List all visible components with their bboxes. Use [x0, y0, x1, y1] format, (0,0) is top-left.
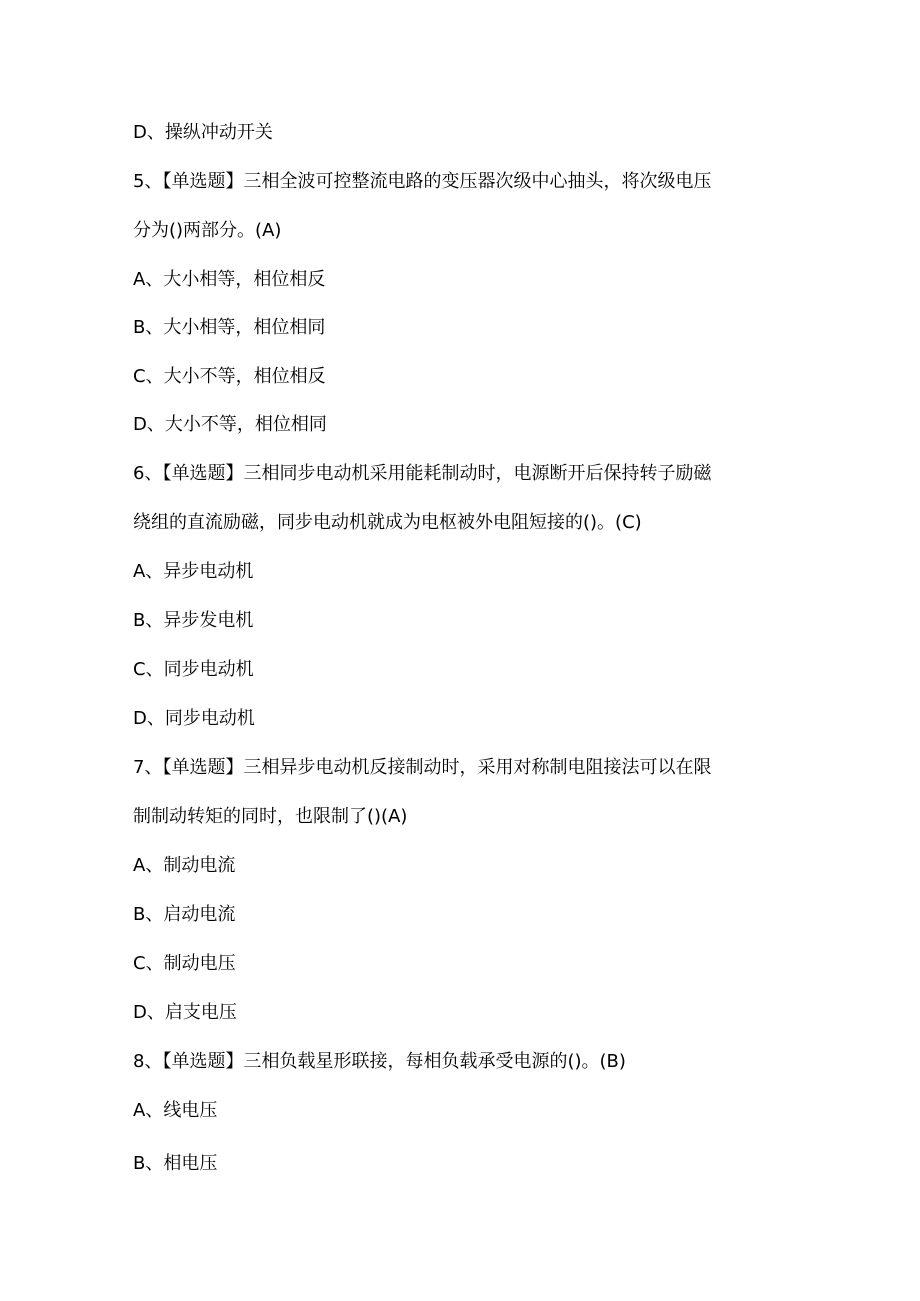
- option-a-q8: A、线电压: [133, 1100, 218, 1121]
- question-5-stem-line1: 5、【单选题】三相全波可控整流电路的变压器次级中心抽头，将次级电压: [133, 171, 712, 192]
- question-5-stem-line2: 分为()两部分。(A): [133, 220, 282, 241]
- option-d-q4: D、操纵冲动开关: [133, 122, 273, 143]
- question-6-stem-line1: 6、【单选题】三相同步电动机采用能耗制动时，电源断开后保持转子励磁: [133, 463, 712, 484]
- question-7-stem-line1: 7、【单选题】三相异步电动机反接制动时，采用对称制电阻接法可以在限: [133, 757, 712, 778]
- question-7-stem-line2: 制制动转矩的同时，也限制了()(A): [133, 806, 408, 827]
- question-6-stem-line2: 绕组的直流励磁，同步电动机就成为电枢被外电阻短接的()。(C): [133, 512, 642, 533]
- option-d-q7: D、启支电压: [133, 1002, 237, 1023]
- option-b-q7: B、启动电流: [133, 904, 236, 925]
- option-d-q5: D、大小不等，相位相同: [133, 414, 327, 435]
- option-c-q6: C、同步电动机: [133, 659, 254, 680]
- option-c-q7: C、制动电压: [133, 953, 236, 974]
- question-8-stem: 8、【单选题】三相负载星形联接，每相负载承受电源的()。(B): [133, 1051, 626, 1072]
- option-a-q5: A、大小相等，相位相反: [133, 269, 326, 290]
- option-b-q8: B、相电压: [133, 1153, 218, 1174]
- option-d-q6: D、同步电动机: [133, 708, 255, 729]
- option-a-q6: A、异步电动机: [133, 561, 254, 582]
- option-b-q5: B、大小相等，相位相同: [133, 317, 326, 338]
- option-c-q5: C、大小不等，相位相反: [133, 366, 326, 387]
- option-b-q6: B、异步发电机: [133, 610, 254, 631]
- option-a-q7: A、制动电流: [133, 855, 236, 876]
